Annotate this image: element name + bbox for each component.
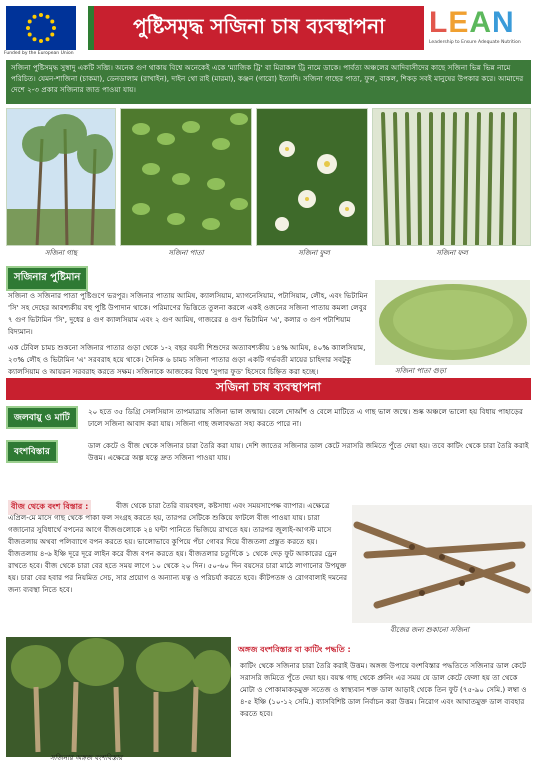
lean-wordmark: LEAN [429, 6, 515, 39]
leaf-photo-caption: সজিনা পাতা [168, 249, 204, 257]
flower-photo-caption: সজিনা ফুল [298, 249, 330, 257]
pod-photo-caption: সজিনা ফল [436, 249, 468, 257]
flower-photo [256, 108, 368, 246]
nutrition-paragraph-1: সজিনা ও সজিনার পাতা পুষ্টিগুণে ভরপুর। সজিনার পাতায় আমিষ, ক্যালসিয়াম, ম্যাগনেসিয়াম, পটাসিয়াম, লৌহ, এবং ভিটামিন 'সি' সহ দেহের আবশ্যকীয় বহু পুষ্টি উপাদান থাকে। পরিমাণের ভিত্তিতে তুলনা করলে একই ওজনের সজিনা পাতায় কমলা লেবুর ৭ গুণ ভিটামিন 'সি', দুধের ৪ গুণ ক্যালসিয়াম এবং ২ গুণ আমিষ, গাজরের ৪ গুণ ভিটামিন 'এ', কলার ৩ গুণ পটাশিয়াম বিদ্যমান। [8, 291, 368, 336]
dried-pods-caption: বীজের জন্য শুকানো সজিনা [390, 626, 470, 634]
nutrition-paragraph-2: এক টেবিল চামচ শুকনো সজিনার পাতার গুড়া থেকে ১-২ বছর বয়সী শিশুদের অত্যাবশ্যকীয় ১৪% আমিষ, ৪০% ক্যালসিয়াম, ২৩% লৌহ ও ভিটামিন 'এ' সরবরাহ হয়ে থাকে। দৈনিক ৬ চামচ সজিনা পাতার গুড়া একটি গর্ভবতী মায়ের চাহিদার সবটুকু ক্যালসিয়াম ও আয়রন সরবরাহ করতে সক্ষম। সজিনাকে আজকের বিশ্বে 'সুপার ফুড' হিসেবে চিহ্নিত করা হচ্ছে। [8, 343, 366, 376]
nursery-caption: সজিনার অঙ্গজ বংশবিস্তার [50, 754, 123, 762]
nursery-photo [6, 637, 231, 757]
eu-flag-logo [6, 6, 76, 50]
nutrition-heading: সজিনার পুষ্টিমান [6, 266, 88, 291]
seed-propagation-paragraph: বীজ থেকে চারা তৈরি ব্যয়বহুল, কষ্টসাধ্য এবং সময়সাপেক্ষ ব্যাপার। এক্ষেত্রে এপ্রিল-মে মাসে গাছ থেকে পাকা ফল সংগ্রহ করতে হয়, তারপর সেটিকে শুকিয়ে ফাটলে বীজ পাওয়া যায়। চারা গজানোর সুবিধার্থে বপনের আগে বীজগুলোকে ২৪ ঘন্টা পানিতে ভিজিয়ে রাখতে হয়। তারপর জুলাই-আগস্ট মাসে বীজতলায় অথবা পলিব্যাগে বপন করতে হয়। ভালোভাবে কুপিয়ে পঁচা গোবর দিয়ে বীজতলা প্রস্তুত করতে হয়। বীজতলায় ৪-৬ ইঞ্চি দূরে দূরে লাইন করে বীজ বপন করতে হয়। বীজতলার চতুর্দিকে ১ থেকে দেড় ফুট আকারের ড্রেন রাখতে হবে। বীজ থেকে চারা বের হতে সময় লাগে ১০ থেকে ২০ দিন। ৫০-৬০ দিন বয়সের চারা মাঠে লাগানোর উপযুক্ত হয়। চারা বের হবার পর নিয়মিত সেচ, সার প্রয়োগ ও অন্যান্য যত্ন ও পরিচর্যা করতে হবে। কীটপতঙ্গ ও রোগবালাই দমনের জন্য ব্যবস্থা নিতে হবে। [8, 501, 348, 594]
eu-funding-caption: Funded by the European Union [4, 51, 74, 56]
dried-pods-photo [352, 505, 532, 623]
lean-tagline: Leadership to Ensure Adequate Nutrition [429, 40, 521, 45]
tree-photo [6, 108, 116, 246]
cutting-propagation-heading: অঙ্গজ বংশবিস্তার বা কাটিং পদ্ধতি : [238, 645, 351, 654]
leaf-powder-photo [375, 280, 530, 365]
propagation-heading: বংশবিস্তার [6, 440, 58, 463]
intro-paragraph: সজিনা পুষ্টিসমৃদ্ধ সুস্বাদু একটি সব্জি। অনেক গুণ থাকায় বিশ্বে অনেকেই একে 'ম্যাজিক ট্রি' বা মিরাকল ট্রি নামে ডাকে। পার্বত্য অঞ্চলের আদিবাসীদের কাছে সজিনা ভিন্ন ভিন্ন নামে পরিচিত। যেমন-শাজিনা (চাকমা), ডেনডালাম (রাখাইন), দাইন থো রাই (মারমা), কঞ্জন (গারো) ইত্যাদি। সজিনা গাছের পাতা, ফুল, বাকল, শিকড় সবই মানুষের উপকার করে। আমাদের দেশে ২-৩ প্রকার সজিনার জাত পাওয়া যায়। [6, 60, 531, 104]
cutting-propagation-paragraph: কাটিং থেকে সজিনার চারা তৈরি করাই উত্তম। অঙ্গজ উপায়ে বংশবিস্তার পদ্ধতিতে সজিনার ডাল কেটে সরাসরি জমিতে পুঁতে দেয়া হয়। বয়স্ক গাছ থেকে প্রুনিং এর সময় যে ডাল কেটে ফেলা হয় তা থেকে মোটা ও পোকামাকড়মুক্ত সতেজ ও স্বাস্থ্যবান শক্ত ডাল আড়াই থেকে তিন ফুট (৭৫-৯০ সেমি.) লম্বা ও ৪-৫ ইঞ্চি (১০-১২ সেমি.) ব্যাসবিশিষ্ট ডাল নির্বাচন করা উত্তম। নিরোগ এবং আঘাতমুক্ত ডাল ব্যবহার করতে হবে। [240, 661, 527, 718]
header [4, 4, 533, 56]
management-heading: সজিনা চাষ ব্যবস্থাপনা [6, 378, 531, 400]
eu-stars-icon [6, 6, 76, 50]
climate-heading: জলবায়ু ও মাটি [6, 406, 78, 429]
seed-propagation-heading: বীজ থেকে বংশ বিস্তার : [8, 500, 91, 515]
leaf-powder-caption: সজিনা পাতা গুড়া [395, 367, 446, 375]
page-title: পুষ্টিসমৃদ্ধ সজিনা চাষ ব্যবস্থাপনা [88, 6, 424, 50]
lean-logo [429, 6, 529, 52]
pod-photo [372, 108, 531, 246]
leaf-photo [120, 108, 252, 246]
propagation-paragraph: ডাল কেটে ও বীজ থেকে সজিনার চারা তৈরি করা যায়। দেশি জাতের সজিনার ডাল কেটে সরাসরি জমিতে পুঁতে দেয়া হয়। তবে কাটিং থেকে চারা তৈরি করাই উত্তম। এক্ষেত্রে অল্প যত্নে দ্রুত সজিনা পাওয়া যায়। [88, 441, 529, 462]
photo-row [6, 108, 531, 256]
climate-paragraph: ২০ হতে ৩৫ ডিগ্রি সেলসিয়াস তাপমাত্রায় সজিনা ভাল জন্মায়। বেলে দোআঁশ ও বেলে মাটিতে এ গাছ ভাল জন্মে। শুষ্ক অঞ্চলে ভালো হয় বিধায় পাহাড়ের ঢালে সজিনা আবাদ করা যায়। সজিনা গাছ জলাবদ্ধতা সহ্য করতে পারে না। [88, 407, 523, 428]
tree-photo-caption: সজিনা গাছ [44, 249, 78, 257]
